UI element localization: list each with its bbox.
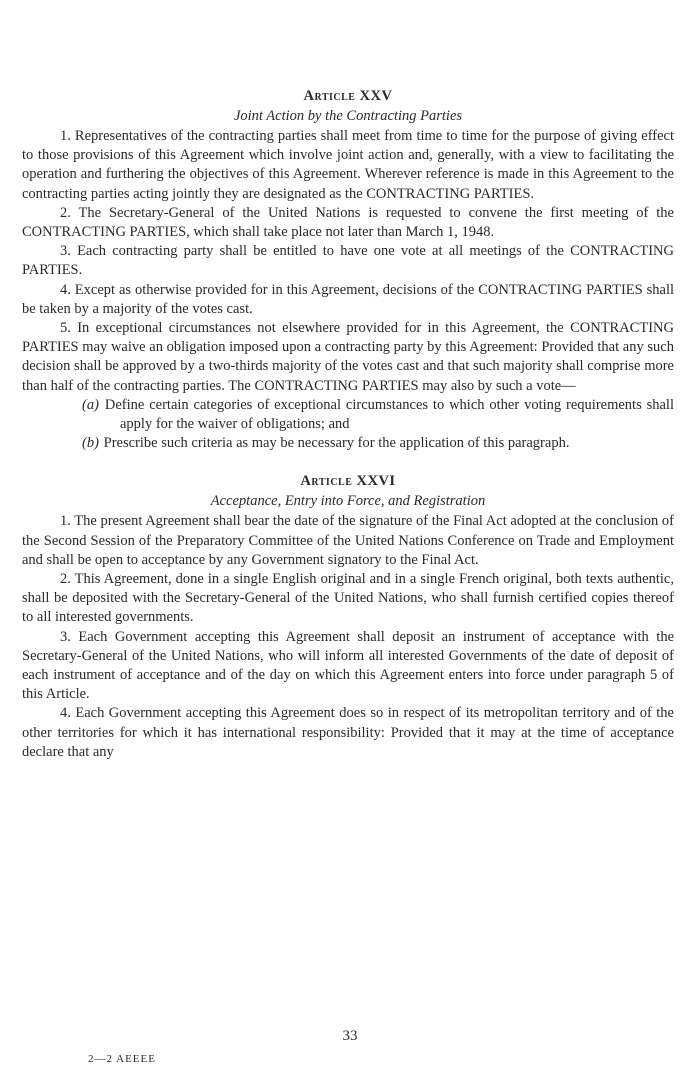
paragraph: 4. Each Government accepting this Agreement does so in respect of its metropolitan territory and of the other territories for which it has international responsibility: Provided that it may at the time of acceptance declare that any — [22, 705, 674, 760]
sub-item-text: Define certain categories of exceptional circumstances to which other voting requirements shall apply for the waiver of obligations; and — [104, 396, 674, 433]
sub-item-label: (b) — [82, 435, 99, 452]
article-subheading: Joint Action by the Contracting Parties — [233, 108, 463, 124]
paragraph: 2. This Agreement, done in a single English original and in a single French original, both texts authentic, shall be deposited with the Secretary-General of the United Nations, who shall furnish certified copies thereof to all interested governments. — [22, 571, 674, 626]
paragraph: 5. In exceptional circumstances not elsewhere provided for in this Agreement, the CONTRACTING PARTIES may waive an obligation imposed upon a contracting party by this Agreement: Provided that any such decision shall be approved by a two-thirds majority of the votes cast and that such majority shall comprise more than half of the contracting parties. The CONTRACTING PARTIES may also by such a vote— — [22, 320, 674, 394]
paragraph: 3. Each Government accepting this Agreement shall deposit an instrument of acceptance with the Secretary-General of the United Nations, who will inform all interested Governments of the date of deposit of each instrument of acceptance and of the day on which this Agreement enters into force under paragraph 5 of this Article. — [22, 628, 674, 703]
sub-item-label: (a) — [82, 396, 99, 413]
paragraph: 2. The Secretary-General of the United Nations is requested to convene the first meeting of the CONTRACTING PARTIES, which shall take place not later than March 1, 1948. — [22, 204, 674, 241]
paragraph: 1. The present Agreement shall bear the date of the signature of the Final Act adopted at the conclusion of the Second Session of the Preparatory Committee of the United Nations Conference on Trade and Employment and shall be open to acceptance by any Government signatory to the Final Act. — [22, 513, 674, 568]
paragraph: 1. Representatives of the contracting parties shall meet from time to time for the purpose of giving effect to those provisions of this Agreement which involve joint action and, generally, with a view to facilitating the operation and furthering the objectives of this Agreement. Wherever reference is made in this Agreement to the contracting parties acting jointly they are designated as the CONTRACTING PARTIES. — [22, 128, 674, 202]
article-heading: Article XXVI — [300, 473, 396, 490]
page-number: 33 — [342, 1028, 358, 1044]
article-subheading: Acceptance, Entry into Force, and Registration — [210, 493, 486, 510]
document-page — [22, 0, 674, 762]
paragraph: 3. Each contracting party shall be entitled to have one vote at all meetings of the CONTRACTING PARTIES. — [22, 243, 674, 279]
article-heading: Article XXV — [303, 88, 393, 104]
sub-item — [82, 434, 674, 453]
printer-signature-mark: 2—2 AEEEE — [88, 1053, 156, 1065]
sub-item — [82, 396, 674, 434]
sub-item-text: Prescribe such criteria as may be necessary for the application of this paragraph. — [103, 435, 570, 452]
paragraph: 4. Except as otherwise provided for in this Agreement, decisions of the CONTRACTING PARTIES shall be taken by a majority of the votes cast. — [22, 281, 674, 317]
